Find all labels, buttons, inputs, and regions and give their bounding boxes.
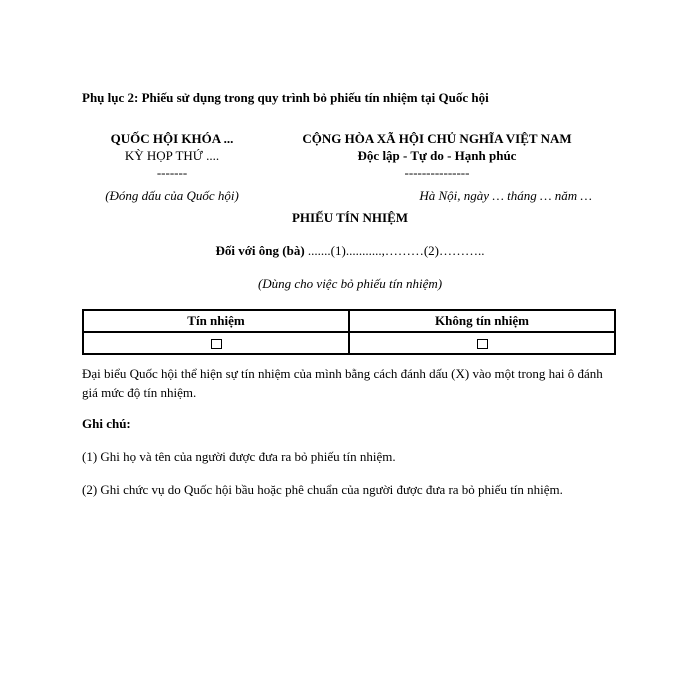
subject-blanks: .......(1)...........,………(2)………..	[304, 243, 485, 258]
no-confidence-checkbox[interactable]	[477, 339, 488, 349]
stamp-note: (Đóng dấu của Quốc hội)	[105, 188, 239, 203]
note-2: (2) Ghi chức vụ do Quốc hội bầu hoặc phê chuẩn của người được đưa ra bỏ phiếu tín nhiệm.	[82, 482, 563, 497]
confidence-checkbox[interactable]	[211, 339, 222, 349]
notes-heading: Ghi chú:	[82, 416, 131, 431]
table-header-row	[83, 310, 615, 332]
cell-no-confidence	[349, 332, 615, 354]
header-no-confidence: Không tín nhiệm	[349, 310, 615, 332]
vote-table	[82, 309, 616, 355]
subject-line	[0, 243, 700, 259]
national-motto: Độc lập - Tự do - Hạnh phúc	[357, 148, 517, 163]
assembly-term: QUỐC HỘI KHÓA ...	[110, 131, 234, 146]
form-title: PHIẾU TÍN NHIỆM	[291, 210, 409, 225]
subject-label: Đối với ông (bà)	[215, 243, 305, 258]
table-checkbox-row	[83, 332, 615, 354]
cell-confidence	[83, 332, 349, 354]
right-header	[262, 130, 612, 204]
usage-note: (Dùng cho việc bỏ phiếu tín nhiệm)	[257, 276, 443, 291]
right-divider: ---------------	[404, 165, 470, 180]
note-1: (1) Ghi họ và tên của người được đưa ra bỏ phiếu tín nhiệm.	[82, 449, 396, 464]
header-confidence: Tín nhiệm	[83, 310, 349, 332]
instruction-text: Đại biểu Quốc hội thể hiện sự tín nhiệm của mình bằng cách đánh dấu (X) vào một trong hai ô đánh giá mức độ tín nhiệm.	[82, 366, 603, 400]
session-number: KỲ HỌP THỨ ....	[124, 148, 220, 163]
place-date: Hà Nội, ngày … tháng … năm …	[419, 188, 592, 203]
left-divider: -------	[156, 165, 188, 180]
national-title: CỘNG HÒA XÃ HỘI CHỦ NGHĨA VIỆT NAM	[302, 131, 572, 146]
left-header	[82, 130, 262, 204]
appendix-title: Phụ lục 2: Phiếu sử dụng trong quy trình bỏ phiếu tín nhiệm tại Quốc hội	[82, 90, 489, 105]
